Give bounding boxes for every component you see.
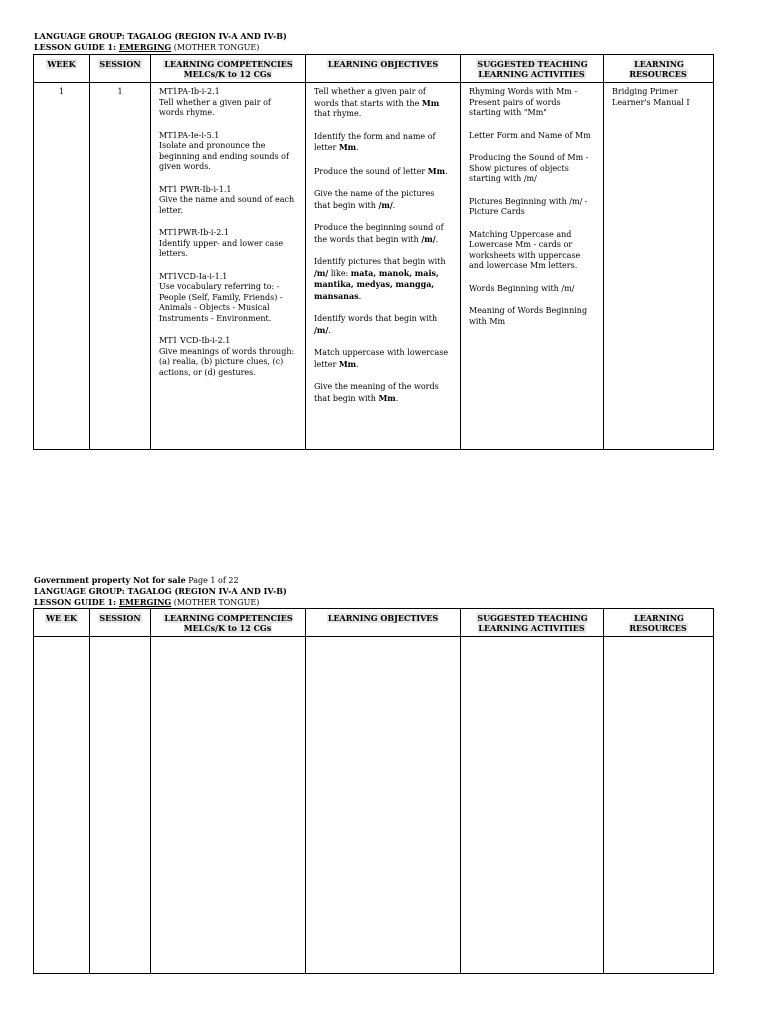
lesson-guide-heading: LESSON GUIDE 1: EMERGING (MOTHER TONGUE) [34,42,260,52]
cell-activities-empty [461,637,604,974]
col-session: SESSION [90,609,151,637]
col-activities: SUGGESTED TEACHING LEARNING ACTIVITIES [461,609,604,637]
cell-week-empty [34,637,90,974]
competency-item: MT1PA-Ie-i-5.1 Isolate and pronounce the beginning and ending sounds of given words. [159,130,289,171]
cell-competencies-empty [151,637,306,974]
objective-item: Match uppercase with lowercase letter Mm. [314,348,449,369]
col-objectives: LEARNING OBJECTIVES [306,55,461,83]
col-week: WEEK [34,55,90,83]
col-objectives: LEARNING OBJECTIVES [306,609,461,637]
cell-competencies [151,83,306,450]
cell-resources [604,83,714,450]
col-competencies: LEARNING COMPETENCIES MELCs/K to 12 CGs [151,55,306,83]
page-footer [34,575,239,586]
cell-resources-empty [604,637,714,974]
activity-item: Meaning of Words Beginning with Mm [469,306,588,326]
table-header-row [34,55,714,83]
language-group-heading-2: LANGUAGE GROUP: TAGALOG (REGION IV-A AND IV-B) [34,586,287,596]
col-resources: LEARNING RESOURCES [604,55,714,83]
cell-objectives-empty [306,637,461,974]
col-session: SESSION [90,55,151,83]
objective-item: Identify the form and name of letter Mm. [314,131,436,152]
objective-item: Give the name of the pictures that begin with /m/. [314,189,435,210]
language-group-heading: LANGUAGE GROUP: TAGALOG (REGION IV-A AND IV-B) [34,31,287,41]
activity-item: Producing the Sound of Mm - Show pictures of objects starting with /m/ [469,153,589,183]
lesson-table [33,54,714,450]
lesson-guide-heading-2: LESSON GUIDE 1: EMERGING (MOTHER TONGUE) [34,597,260,607]
activity-item: Words Beginning with /m/ [469,283,575,293]
col-competencies: LEARNING COMPETENCIES MELCs/K to 12 CGs [151,609,306,637]
col-activities: SUGGESTED TEACHING LEARNING ACTIVITIES [461,55,604,83]
lesson-table-2 [33,608,714,974]
page-number: Page 1 of 22 [185,576,239,585]
competency-item: MT1 VCD-Ib-i-2.1 Give meanings of words through: (a) realia, (b) picture clues, (c) actions, or (d) gestures. [159,336,295,377]
competency-item: MT1VCD-Ia-i-1.1 Use vocabulary referring to: - People (Self, Family, Friends) - Animals - Objects - Musical Instruments - Environment. [159,271,283,323]
competency-item: MT1 PWR-Ib-i-1.1 Give the name and sound of each letter. [159,184,295,215]
resource-item: Bridging Primer Learner's Manual I [612,87,690,107]
cell-session: 1 [90,83,151,450]
cell-session-empty [90,637,151,974]
activity-item: Rhyming Words with Mm - Present pairs of words starting with "Mm" [469,87,578,117]
table-row [34,83,714,450]
gov-property-text: Government property Not for sale [34,575,186,585]
objective-item: Identify words that begin with /m/. [314,314,438,335]
lesson-level: EMERGING [118,42,172,52]
competency-item: MT1PWR-Ib-i-2.1 Identify upper- and lower case letters. [159,228,284,258]
objective-item: Produce the sound of letter Mm. [314,165,448,176]
col-week: WE EK [34,609,90,637]
cell-activities [461,83,604,450]
lesson-level-2: EMERGING [118,597,172,607]
objective-item: Produce the beginning sound of the words that begin with /m/. [314,223,444,244]
objective-item: Give the meaning of the words that begin with Mm. [314,382,439,403]
activity-item: Pictures Beginning with /m/ - Picture Cards [469,196,588,216]
col-resources: LEARNING RESOURCES [604,609,714,637]
competency-item: MT1PA-Ib-i-2.1 Tell whether a given pair of words rhyme. [159,87,271,117]
activity-item: Letter Form and Name of Mm [469,130,591,140]
objective-item: Identify pictures that begin with /m/ like: mata, manok, mais, mantika, medyas, mangga, mansanas. [314,257,446,301]
cell-week: 1 [34,83,90,450]
table-row-empty [34,637,714,974]
table-header-row [34,609,714,637]
cell-objectives [306,83,461,450]
objective-item: Tell whether a given pair of words that starts with the Mm that rhyme. [314,87,440,118]
activity-item: Matching Uppercase and Lowercase Mm - cards or worksheets with uppercase and lowercase Mm letters. [469,229,581,270]
